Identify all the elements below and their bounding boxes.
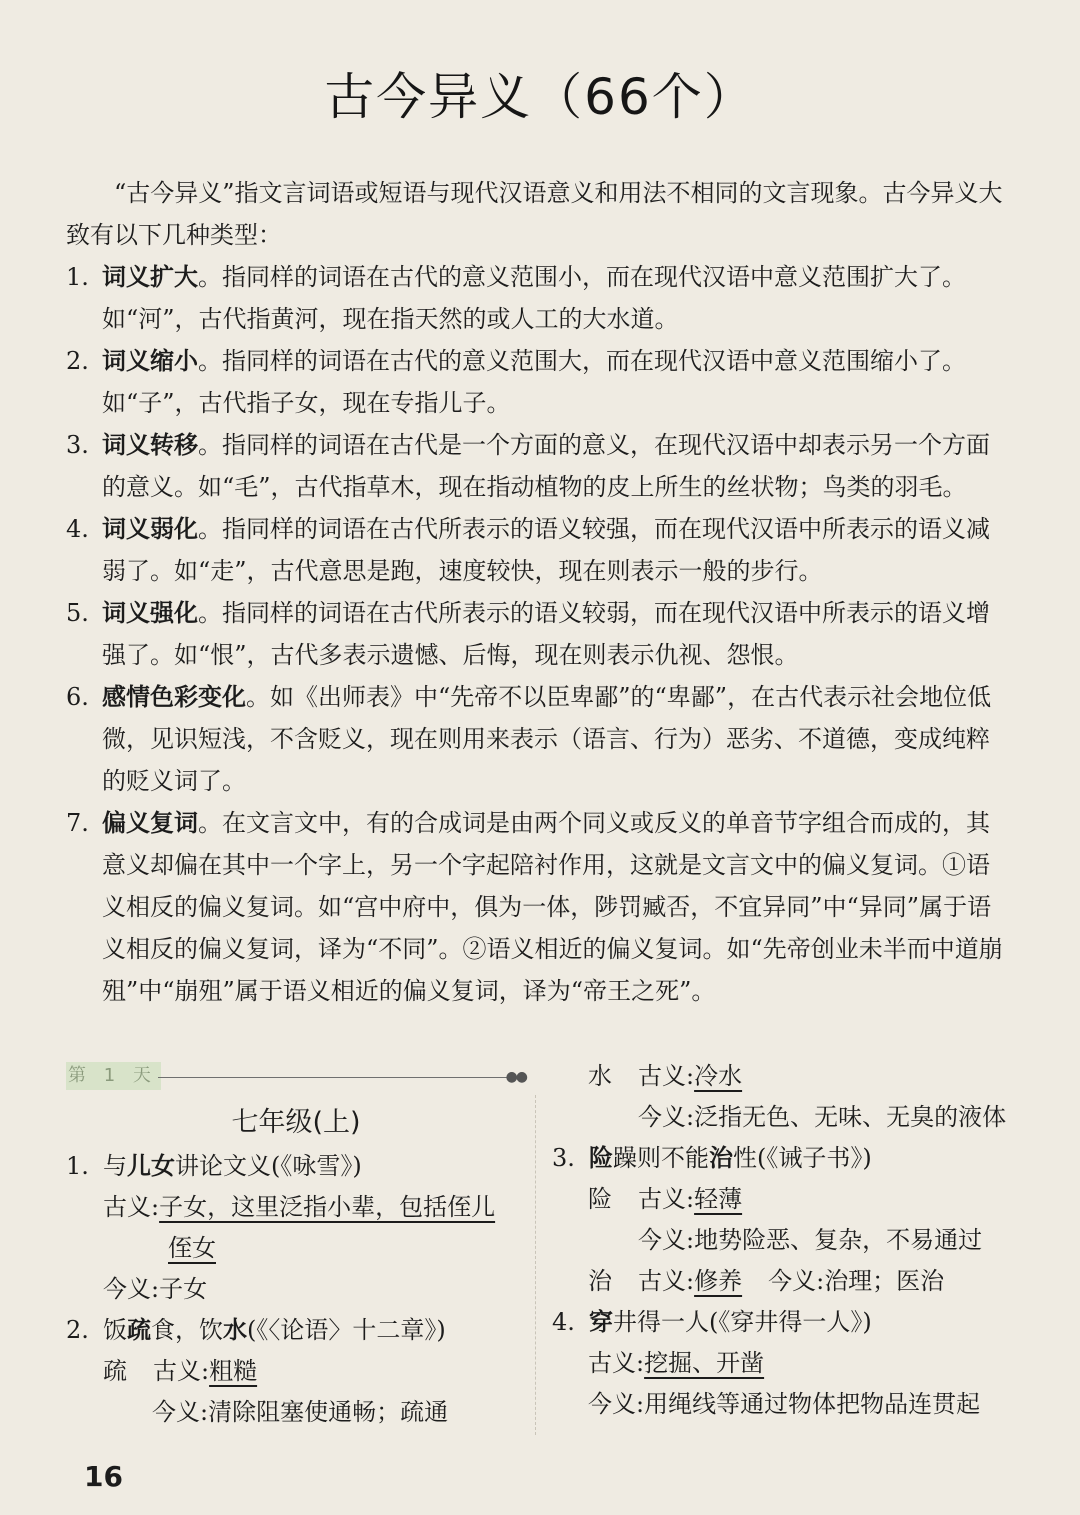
modern-meaning	[66, 1392, 526, 1433]
keyword: 穿	[589, 1308, 613, 1336]
ancient-modern-meaning	[552, 1261, 1012, 1302]
modern-value: 泛指无色、无味、无臭的液体	[694, 1103, 1007, 1131]
rule-item	[66, 676, 1010, 802]
ancient-label: 古义:	[638, 1185, 695, 1213]
modern-meaning	[552, 1097, 1012, 1138]
rule-number: 7.	[66, 809, 89, 837]
example-text: 井得一人(《穿井得一人》)	[613, 1308, 872, 1336]
keyword: 疏	[127, 1316, 151, 1344]
page-title: 古今异义（66个）	[324, 68, 756, 126]
ancient-label: 古义:	[103, 1193, 160, 1221]
rule-number: 1.	[66, 263, 89, 291]
rule-term: 词义缩小	[102, 347, 198, 375]
rule-term: 偏义复词	[102, 809, 198, 837]
example-1	[66, 1146, 526, 1187]
ancient-label: 古义:	[638, 1062, 695, 1090]
page-number: 16	[84, 1460, 123, 1493]
right-column	[552, 1056, 1012, 1425]
keyword: 儿女	[127, 1152, 175, 1180]
example-2	[66, 1310, 526, 1351]
modern-label: 今义:	[152, 1398, 209, 1426]
ancient-value: 修养	[694, 1267, 743, 1295]
word-char: 险	[588, 1185, 612, 1213]
ancient-value: 冷水	[694, 1062, 743, 1090]
word-char: 治	[588, 1267, 612, 1295]
example-4	[552, 1302, 1012, 1343]
ancient-meaning	[552, 1343, 1012, 1384]
rule-text: 。指同样的词语在古代的意义范围小，而在现代汉语中意义范围扩大了。如“河”，古代指黄河，现在指天然的或人工的大水道。	[102, 263, 966, 333]
rule-number: 6.	[66, 683, 89, 711]
dots-icon: ●●	[505, 1069, 526, 1085]
example-number: 1.	[66, 1152, 89, 1180]
left-column	[66, 1146, 526, 1433]
day-marker	[66, 1062, 526, 1092]
rule-item	[66, 424, 1010, 508]
word-char: 水	[588, 1062, 612, 1090]
modern-meaning	[66, 1269, 526, 1310]
ancient-value: 轻薄	[694, 1185, 743, 1213]
ancient-value: 侄女	[168, 1234, 216, 1262]
modern-value: 地势险恶、复杂，不易通过	[694, 1226, 983, 1254]
rule-text: 。指同样的词语在古代的意义范围大，而在现代汉语中意义范围缩小了。如“子”，古代指子女，现在专指儿子。	[102, 347, 966, 417]
rule-term: 词义弱化	[102, 515, 198, 543]
example-text: 性(《诫子书》)	[733, 1144, 872, 1172]
modern-value: 清除阻塞使通畅；疏通	[208, 1398, 449, 1426]
ancient-label: 古义:	[153, 1357, 210, 1385]
rule-text: 。如《出师表》中“先帝不以臣卑鄙”的“卑鄙”，在古代表示社会地位低微，见识短浅，不含贬义，现在则用来表示（语言、行为）恶劣、不道德，变成纯粹的贬义词了。	[102, 683, 992, 795]
rule-item	[66, 340, 1010, 424]
ancient-value: 粗糙	[209, 1357, 258, 1385]
example-number: 3.	[552, 1144, 575, 1172]
modern-label: 今义:	[768, 1267, 825, 1295]
ancient-value: 挖掘、开凿	[644, 1349, 765, 1377]
ancient-label: 古义:	[588, 1349, 645, 1377]
rule-term: 词义转移	[102, 431, 198, 459]
intro-paragraph: “古今异义”指文言词语或短语与现代汉语意义和用法不相同的文言现象。古今异义大致有以下几种类型：	[66, 179, 1003, 249]
keyword: 水	[223, 1316, 247, 1344]
day-divider-line	[158, 1077, 508, 1078]
rule-text: 。指同样的词语在古代是一个方面的意义，在现代汉语中却表示另一个方面的意义。如“毛”，古代指草木，现在指动植物的皮上所生的丝状物；鸟类的羽毛。	[102, 431, 990, 501]
ancient-value: 子女，这里泛指小辈，包括侄儿	[159, 1193, 496, 1221]
modern-value: 治理；医治	[824, 1267, 945, 1295]
modern-value: 用绳线等通过物体把物品连贯起	[644, 1390, 981, 1418]
rule-term: 感情色彩变化	[102, 683, 246, 711]
example-text: 食，饮	[151, 1316, 223, 1344]
rule-term: 词义强化	[102, 599, 198, 627]
ancient-meaning	[66, 1187, 526, 1228]
rule-item	[66, 802, 1010, 1012]
ancient-meaning	[552, 1179, 1012, 1220]
modern-label: 今义:	[103, 1275, 160, 1303]
rule-number: 2.	[66, 347, 89, 375]
keyword: 治	[709, 1144, 733, 1172]
example-text: (《〈论语〉十二章》)	[247, 1316, 446, 1344]
ancient-meaning-cont	[66, 1228, 526, 1269]
intro-section	[66, 172, 1010, 1012]
modern-label: 今义:	[588, 1390, 645, 1418]
example-number: 4.	[552, 1308, 575, 1336]
example-text: 讲论文义(《咏雪》)	[175, 1152, 362, 1180]
grade-heading: 七年级(上)	[231, 1107, 361, 1138]
example-text: 饭	[103, 1316, 127, 1344]
rule-number: 5.	[66, 599, 89, 627]
rule-text: 。指同样的词语在古代所表示的语义较强，而在现代汉语中所表示的语义减弱了。如“走”，古代意思是跑，速度较快，现在则表示一般的步行。	[102, 515, 990, 585]
rule-text: 。在文言文中，有的合成词是由两个同义或反义的单音节字组合而成的，其意义却偏在其中一个字上，另一个字起陪衬作用，这就是文言文中的偏义复词。①语义相反的偏义复词。如“宫中府中，俱为一体，陟罚臧否，不宜异同”中“异同”属于语义相反的偏义复词，译为“不同”。②语义相近的偏义复词。如“先帝创业未半而中道崩殂”中“崩殂”属于语义相近的偏义复词，译为“帝王之死”。	[102, 809, 1003, 1005]
rule-text: 。指同样的词语在古代所表示的语义较弱，而在现代汉语中所表示的语义增强了。如“恨”，古代多表示遗憾、后悔，现在则表示仇视、怨恨。	[102, 599, 990, 669]
rule-number: 3.	[66, 431, 89, 459]
word-char: 疏	[103, 1357, 127, 1385]
modern-label: 今义:	[638, 1103, 695, 1131]
rule-term: 词义扩大	[102, 263, 198, 291]
rule-item	[66, 256, 1010, 340]
modern-value: 子女	[159, 1275, 208, 1303]
modern-meaning	[552, 1220, 1012, 1261]
keyword: 险	[589, 1144, 613, 1172]
example-3	[552, 1138, 1012, 1179]
modern-meaning	[552, 1384, 1012, 1425]
column-divider	[535, 1095, 536, 1435]
example-number: 2.	[66, 1316, 89, 1344]
example-text: 躁则不能	[613, 1144, 709, 1172]
rule-item	[66, 508, 1010, 592]
modern-label: 今义:	[638, 1226, 695, 1254]
rule-number: 4.	[66, 515, 89, 543]
ancient-label: 古义:	[638, 1267, 695, 1295]
example-text: 与	[103, 1152, 127, 1180]
rule-item	[66, 592, 1010, 676]
ancient-meaning	[552, 1056, 1012, 1097]
day-label: 第 1 天	[66, 1062, 161, 1090]
ancient-meaning	[66, 1351, 526, 1392]
